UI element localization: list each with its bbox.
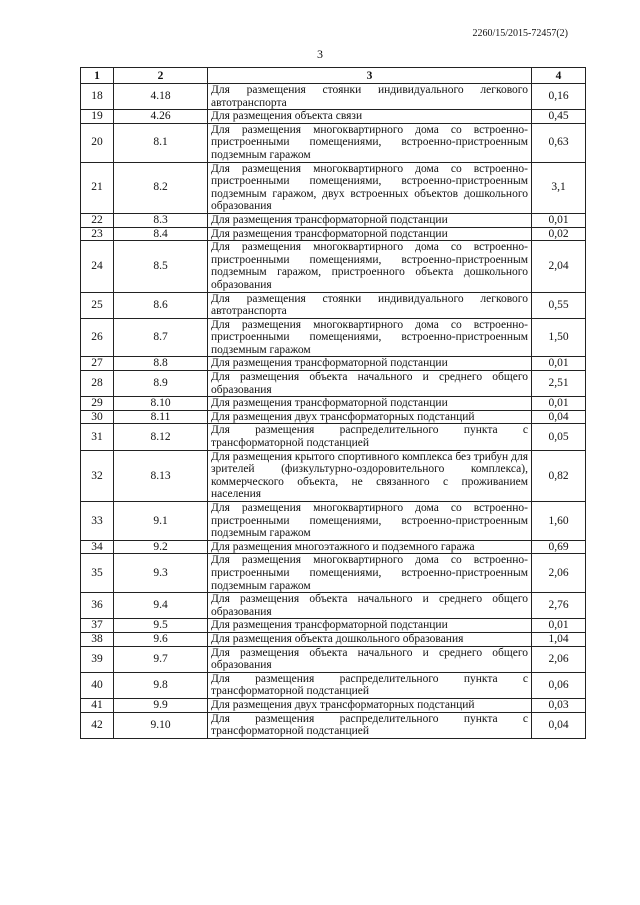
row-number: 35 [81, 554, 114, 593]
plot-area: 0,55 [532, 292, 586, 318]
plot-area: 0,02 [532, 227, 586, 241]
plot-purpose: Для размещения объекта начального и среднего общего образования [208, 371, 532, 397]
plot-number: 8.4 [114, 227, 208, 241]
plot-area: 0,03 [532, 698, 586, 712]
table-row [81, 450, 586, 501]
plot-purpose: Для размещения многоквартирного дома со встроенно-пристроенными помещениями, встроенно-пристроенным подземным гаражом, пристроенного объекта дошкольного образования [208, 241, 532, 292]
row-number: 24 [81, 241, 114, 292]
table-row [81, 84, 586, 110]
table-row [81, 397, 586, 411]
table-row [81, 371, 586, 397]
plot-purpose: Для размещения объекта связи [208, 110, 532, 124]
plot-area: 0,05 [532, 424, 586, 450]
row-number: 37 [81, 619, 114, 633]
plot-purpose: Для размещения многоквартирного дома со встроенно-пристроенными помещениями, встроенно-пристроенным подземным гаражом, двух встроенных объектов дошкольного образования [208, 162, 532, 213]
row-number: 30 [81, 410, 114, 424]
row-number: 40 [81, 672, 114, 698]
table-row [81, 672, 586, 698]
plot-number: 8.8 [114, 357, 208, 371]
plot-number: 8.11 [114, 410, 208, 424]
plot-number: 9.4 [114, 593, 208, 619]
document-code: 2260/15/2015-72457(2) [472, 28, 568, 39]
table-row [81, 227, 586, 241]
table-row [81, 502, 586, 541]
header-col-3: 3 [208, 68, 532, 84]
plot-purpose: Для размещения многоквартирного дома со встроенно-пристроенными помещениями, встроенно-пристроенным подземным гаражом [208, 318, 532, 357]
plot-purpose: Для размещения крытого спортивного комплекса без трибун для зрителей (физкультурно-оздоровительного комплекса), коммерческого объекта, не связанного с проживанием населения [208, 450, 532, 501]
row-number: 32 [81, 450, 114, 501]
plot-number: 8.1 [114, 123, 208, 162]
row-number: 18 [81, 84, 114, 110]
row-number: 34 [81, 540, 114, 554]
header-col-4: 4 [532, 68, 586, 84]
row-number: 33 [81, 502, 114, 541]
plot-number: 9.5 [114, 619, 208, 633]
plot-area: 1,60 [532, 502, 586, 541]
plot-area: 0,01 [532, 619, 586, 633]
plot-purpose: Для размещения трансформаторной подстанции [208, 619, 532, 633]
table-row [81, 292, 586, 318]
table-row [81, 162, 586, 213]
plot-area: 0,04 [532, 410, 586, 424]
row-number: 21 [81, 162, 114, 213]
plot-area: 0,16 [532, 84, 586, 110]
plot-purpose: Для размещения распределительного пункта с трансформаторной подстанцией [208, 712, 532, 738]
row-number: 42 [81, 712, 114, 738]
plot-purpose: Для размещения трансформаторной подстанции [208, 227, 532, 241]
header-row [81, 68, 586, 84]
table-row [81, 110, 586, 124]
row-number: 41 [81, 698, 114, 712]
row-number: 23 [81, 227, 114, 241]
plot-area: 0,82 [532, 450, 586, 501]
plot-area: 0,69 [532, 540, 586, 554]
plot-area: 0,63 [532, 123, 586, 162]
plot-purpose: Для размещения многоквартирного дома со встроенно-пристроенными помещениями, встроенно-пристроенным подземным гаражом [208, 123, 532, 162]
plot-area: 3,1 [532, 162, 586, 213]
plot-area: 0,01 [532, 213, 586, 227]
plot-number: 8.12 [114, 424, 208, 450]
row-number: 20 [81, 123, 114, 162]
plot-area: 2,76 [532, 593, 586, 619]
table-row [81, 410, 586, 424]
plot-number: 9.10 [114, 712, 208, 738]
table-row [81, 554, 586, 593]
plot-area: 2,06 [532, 646, 586, 672]
plot-purpose: Для размещения объекта начального и среднего общего образования [208, 593, 532, 619]
table-row [81, 619, 586, 633]
plot-number: 4.26 [114, 110, 208, 124]
plot-purpose: Для размещения двух трансформаторных подстанций [208, 698, 532, 712]
plot-number: 8.5 [114, 241, 208, 292]
plot-number: 8.6 [114, 292, 208, 318]
plot-area: 2,04 [532, 241, 586, 292]
plot-purpose: Для размещения объекта начального и среднего общего образования [208, 646, 532, 672]
table-row [81, 712, 586, 738]
plot-purpose: Для размещения трансформаторной подстанции [208, 357, 532, 371]
row-number: 22 [81, 213, 114, 227]
plots-table [80, 67, 586, 739]
plot-number: 9.3 [114, 554, 208, 593]
plot-number: 9.2 [114, 540, 208, 554]
table-row [81, 424, 586, 450]
plot-purpose: Для размещения распределительного пункта с трансформаторной подстанцией [208, 672, 532, 698]
row-number: 25 [81, 292, 114, 318]
header-col-1: 1 [81, 68, 114, 84]
plot-purpose: Для размещения многоквартирного дома со встроенно-пристроенными помещениями, встроенно-пристроенным подземным гаражом [208, 554, 532, 593]
table-row [81, 698, 586, 712]
plot-number: 8.10 [114, 397, 208, 411]
plot-purpose: Для размещения объекта дошкольного образования [208, 632, 532, 646]
plot-area: 2,51 [532, 371, 586, 397]
plot-area: 0,01 [532, 357, 586, 371]
row-number: 38 [81, 632, 114, 646]
plot-area: 0,01 [532, 397, 586, 411]
row-number: 39 [81, 646, 114, 672]
table-row [81, 357, 586, 371]
plot-purpose: Для размещения двух трансформаторных подстанций [208, 410, 532, 424]
plot-purpose: Для размещения трансформаторной подстанции [208, 213, 532, 227]
row-number: 26 [81, 318, 114, 357]
table-row [81, 646, 586, 672]
plot-purpose: Для размещения стоянки индивидуального легкового автотранспорта [208, 292, 532, 318]
plot-area: 0,45 [532, 110, 586, 124]
row-number: 29 [81, 397, 114, 411]
plot-purpose: Для размещения трансформаторной подстанции [208, 397, 532, 411]
row-number: 31 [81, 424, 114, 450]
row-number: 36 [81, 593, 114, 619]
table-row [81, 593, 586, 619]
page-number: 3 [317, 47, 323, 61]
table-row [81, 123, 586, 162]
plot-number: 9.8 [114, 672, 208, 698]
row-number: 27 [81, 357, 114, 371]
table-row [81, 632, 586, 646]
header-col-2: 2 [114, 68, 208, 84]
plot-purpose: Для размещения многоэтажного и подземного гаража [208, 540, 532, 554]
plot-number: 9.9 [114, 698, 208, 712]
plot-number: 8.13 [114, 450, 208, 501]
row-number: 19 [81, 110, 114, 124]
table-row [81, 213, 586, 227]
table-row [81, 241, 586, 292]
row-number: 28 [81, 371, 114, 397]
plot-area: 0,06 [532, 672, 586, 698]
plot-number: 8.7 [114, 318, 208, 357]
plot-number: 4.18 [114, 84, 208, 110]
plot-number: 9.6 [114, 632, 208, 646]
table-row [81, 540, 586, 554]
plot-number: 8.2 [114, 162, 208, 213]
plot-area: 1,50 [532, 318, 586, 357]
plot-number: 9.1 [114, 502, 208, 541]
plot-area: 0,04 [532, 712, 586, 738]
table-row [81, 318, 586, 357]
plot-number: 8.9 [114, 371, 208, 397]
plot-number: 8.3 [114, 213, 208, 227]
plot-number: 9.7 [114, 646, 208, 672]
plot-area: 1,04 [532, 632, 586, 646]
plot-purpose: Для размещения распределительного пункта с трансформаторной подстанцией [208, 424, 532, 450]
plot-purpose: Для размещения многоквартирного дома со встроенно-пристроенными помещениями, встроенно-пристроенным подземным гаражом [208, 502, 532, 541]
plot-purpose: Для размещения стоянки индивидуального легкового автотранспорта [208, 84, 532, 110]
plot-area: 2,06 [532, 554, 586, 593]
